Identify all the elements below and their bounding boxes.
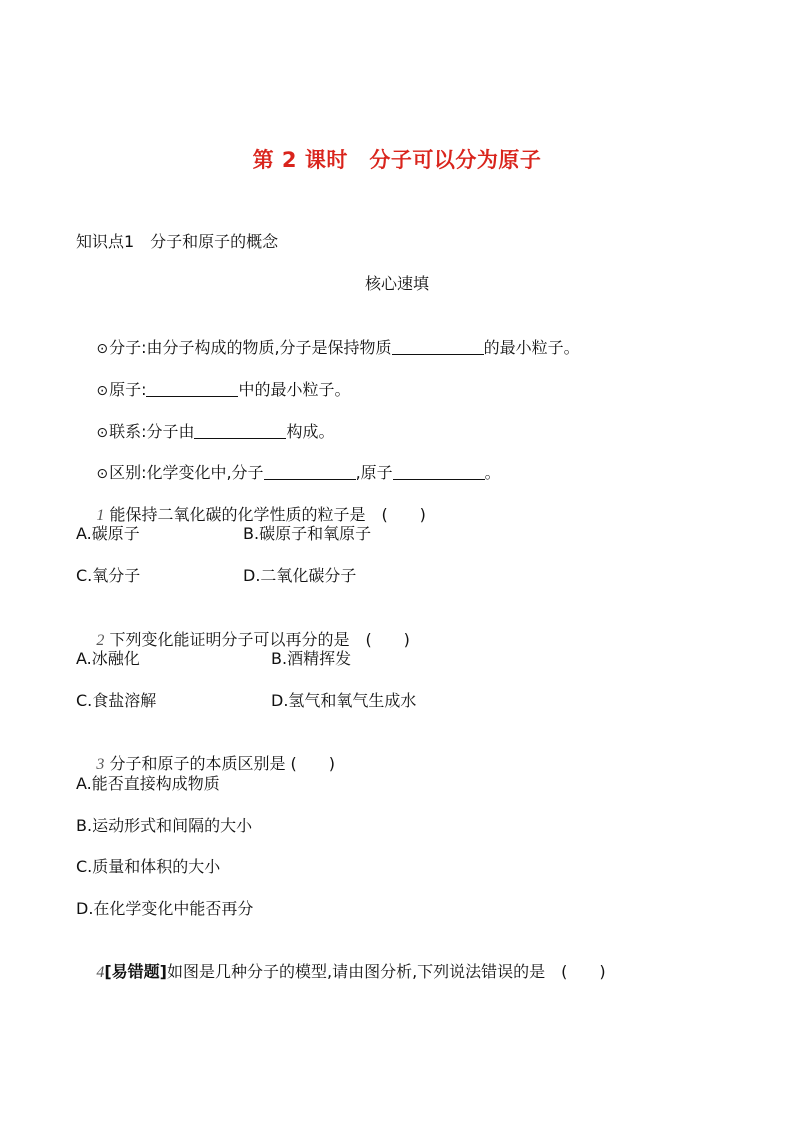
answer-blank[interactable] xyxy=(194,422,286,439)
fill-item-relation: ⊙联系:分子由 构成。 xyxy=(96,422,335,441)
question-2-option-a[interactable]: A.冰融化 xyxy=(76,649,140,668)
question-3-stem: 3 分子和原子的本质区别是 ( ) xyxy=(96,754,336,773)
fill-item-atom: ⊙原子: 中的最小粒子。 xyxy=(96,380,351,399)
question-1-stem: 1 能保持二氧化碳的化学性质的粒子是 ( ) xyxy=(96,505,426,524)
question-number: 2 xyxy=(96,632,105,649)
bullet-icon: ⊙ xyxy=(96,341,109,357)
answer-blank[interactable] xyxy=(264,463,356,480)
question-4-stem: 4[易错题]如图是几种分子的模型,请由图分析,下列说法错误的是 ( ) xyxy=(96,962,606,981)
question-2-option-b[interactable]: B.酒精挥发 xyxy=(271,649,352,668)
question-2-option-c[interactable]: C.食盐溶解 xyxy=(76,691,157,710)
bullet-icon: ⊙ xyxy=(96,383,109,399)
knowledge-point-heading: 知识点1 分子和原子的概念 xyxy=(76,232,279,251)
question-number: 1 xyxy=(96,507,105,524)
answer-blank[interactable] xyxy=(392,338,484,355)
bullet-icon: ⊙ xyxy=(96,425,109,441)
question-3-option-b[interactable]: B.运动形式和间隔的大小 xyxy=(76,816,253,835)
question-3-option-a[interactable]: A.能否直接构成物质 xyxy=(76,774,220,793)
question-2-stem: 2 下列变化能证明分子可以再分的是 ( ) xyxy=(96,630,410,649)
bullet-icon: ⊙ xyxy=(96,466,109,482)
answer-blank[interactable] xyxy=(393,463,485,480)
question-1-option-c[interactable]: C.氧分子 xyxy=(76,566,141,585)
fill-item-difference: ⊙区别:化学变化中,分子 ,原子 。 xyxy=(96,463,501,482)
page-title: 第 2 课时 分子可以分为原子 xyxy=(252,148,542,172)
question-1-option-b[interactable]: B.碳原子和氧原子 xyxy=(243,524,372,543)
question-number: 4 xyxy=(96,964,105,981)
fill-item-molecule: ⊙分子:由分子构成的物质,分子是保持物质 的最小粒子。 xyxy=(96,338,580,357)
question-1-option-d[interactable]: D.二氧化碳分子 xyxy=(243,566,357,585)
question-3-option-c[interactable]: C.质量和体积的大小 xyxy=(76,857,221,876)
question-1-option-a[interactable]: A.碳原子 xyxy=(76,524,140,543)
answer-blank[interactable] xyxy=(146,380,238,397)
error-prone-tag: [易错题] xyxy=(104,962,167,981)
question-3-option-d[interactable]: D.在化学变化中能否再分 xyxy=(76,899,254,918)
core-heading: 核心速填 xyxy=(364,274,429,293)
question-number: 3 xyxy=(96,756,105,773)
question-2-option-d[interactable]: D.氢气和氧气生成水 xyxy=(271,691,417,710)
